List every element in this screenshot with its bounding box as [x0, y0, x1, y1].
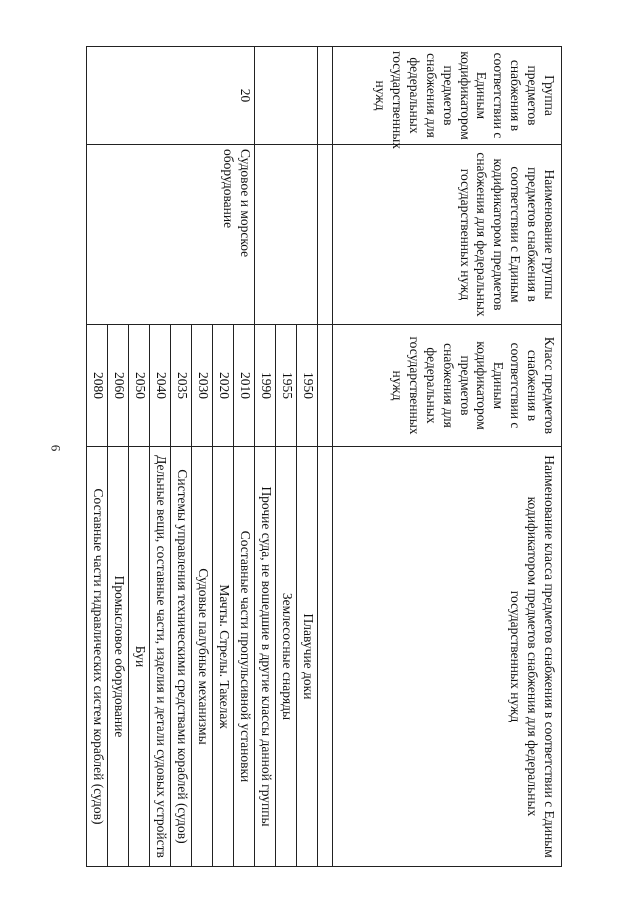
group-code: 20	[87, 47, 255, 145]
class-name: Прочие суда, не вошедшие в другие классы данной группы	[255, 447, 276, 867]
class-code: 1990	[255, 325, 276, 447]
class-code: 2030	[192, 325, 213, 447]
class-code: 1950	[297, 325, 318, 447]
class-name: Судовые палубные механизмы	[192, 447, 213, 867]
class-code: 2050	[129, 325, 150, 447]
class-name: Составные части гидравлических систем кораблей (судов)	[87, 447, 108, 867]
class-code: 1955	[276, 325, 297, 447]
class-code: 2080	[87, 325, 108, 447]
blank-cell	[318, 47, 333, 145]
class-name: Мачты. Стрелы. Такелаж	[213, 447, 234, 867]
class-code: 2010	[234, 325, 255, 447]
supply-classification-table	[86, 46, 562, 867]
header-row	[333, 47, 562, 867]
group-name: Судовое и морское оборудование	[87, 145, 255, 325]
class-code: 2035	[171, 325, 192, 447]
table-row	[234, 47, 255, 867]
blank-cell	[255, 145, 318, 325]
class-code: 2040	[150, 325, 171, 447]
class-code: 2020	[213, 325, 234, 447]
blank-cell	[318, 447, 333, 867]
blank-cell	[318, 145, 333, 325]
class-name: Землесосные снаряды	[276, 447, 297, 867]
table-row	[297, 47, 318, 867]
table-row	[318, 47, 333, 867]
blank-cell	[318, 325, 333, 447]
rotated-table-container	[86, 46, 562, 866]
class-name: Плавучие доки	[297, 447, 318, 867]
page-number: 6	[48, 444, 64, 452]
class-name: Системы управления техническими средствами кораблей (судов)	[171, 447, 192, 867]
class-name: Дельные вещи, составные части, изделия и детали судовых устройств	[150, 447, 171, 867]
class-name: Промысловое оборудование	[108, 447, 129, 867]
header-class: Класс предметов снабжения в соответствии с Единым кодификатором предметов снабжения для федеральных государственных нужд	[333, 325, 562, 447]
class-name: Составные части пропульсивной установки	[234, 447, 255, 867]
header-group-name: Наименование группы предметов снабжения в соответствии с Единым кодификатором предметов снабжения для федеральных государственных нужд	[333, 145, 562, 325]
class-code: 2060	[108, 325, 129, 447]
header-group: Группа предметов снабжения в соответствии с Единым кодификатором предметов снабжения для федеральных государственных нужд	[333, 47, 562, 145]
header-class-name: Наименование класса предметов снабжения в соответствии с Единым кодификатором предметов снабжения для федеральных государственных нужд	[333, 447, 562, 867]
class-name: Буи	[129, 447, 150, 867]
blank-cell	[255, 47, 318, 145]
